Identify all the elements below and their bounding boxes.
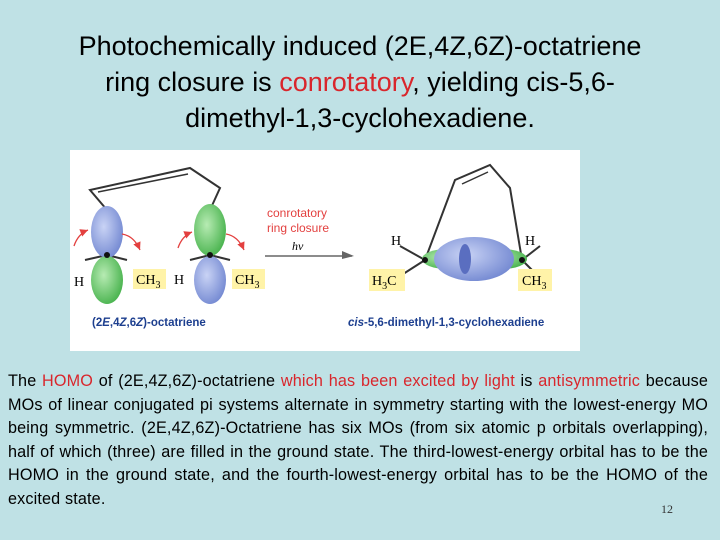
rotation-arrow-icon xyxy=(178,232,192,248)
rotation-arrow-icon xyxy=(74,230,88,246)
homo-highlight: HOMO xyxy=(42,372,94,390)
hydrogen-label: H xyxy=(174,273,185,288)
body-paragraph xyxy=(8,370,708,512)
conrotatory-highlight: conrotatory xyxy=(279,67,413,97)
title-line-1: Photochemically induced (2E,4Z,6Z)-octatriene xyxy=(78,31,642,61)
sigma-bond-orbital xyxy=(422,237,527,281)
methyl-label: $CH_3$ xyxy=(136,273,161,291)
title-line-2-end: , yielding cis-5,6- xyxy=(412,67,615,97)
right-compound-caption: cis-5,6-dimethyl-1,3-cyclohexadiene xyxy=(348,317,545,329)
hydrogen-label: H xyxy=(74,275,85,290)
body-text-rest: because MOs of linear conjugated pi systems alternate in symmetry starting with the lowest-energy MO being symmetric. (2E,4Z,6Z)-Octatriene has six MOs (from six atomic p orbitals overlapping), half of which (three) are filled in the ground state. The third-lowest-energy orbital has to be the HOMO in the ground state, and the fourth-lowest-energy orbital has to be the HOMO of the excited state. xyxy=(8,372,708,508)
hydrogen-label: H xyxy=(391,234,402,249)
antisymmetric-highlight: antisymmetric xyxy=(538,372,641,390)
rotation-arrow-icon xyxy=(122,234,140,250)
rotation-arrow-icon xyxy=(226,234,244,250)
title-line-2 xyxy=(10,64,710,100)
left-compound-caption: (2E,4Z,6Z)-octatriene xyxy=(92,317,206,329)
arrow-label-hv: hν xyxy=(292,239,304,253)
reaction-figure xyxy=(70,150,580,351)
methyl-label: $H_3C$ xyxy=(372,274,397,292)
p-orbital-left-2 xyxy=(194,204,226,304)
slide-title xyxy=(10,28,710,136)
hydrogen-label: H xyxy=(525,234,536,249)
excited-highlight: which has been excited by light xyxy=(280,372,515,390)
body-text-octatriene: of (2E,4Z,6Z)-octatriene xyxy=(93,372,281,390)
title-line-3: dimethyl-1,3-cyclohexadiene. xyxy=(185,103,535,133)
title-line-2-start: ring closure is xyxy=(105,67,280,97)
p-orbital-left-1 xyxy=(91,206,123,304)
arrow-label-conrotatory: conrotatory xyxy=(267,206,328,220)
body-text-is: is xyxy=(514,372,539,390)
arrow-label-ring-closure: ring closure xyxy=(267,221,330,235)
slide-number: 12 xyxy=(661,502,673,516)
methyl-label: $CH_3$ xyxy=(235,273,260,291)
reaction-arrow-head-icon xyxy=(342,251,354,259)
body-text-start: The xyxy=(8,372,43,390)
methyl-label: $CH_3$ xyxy=(522,274,547,292)
